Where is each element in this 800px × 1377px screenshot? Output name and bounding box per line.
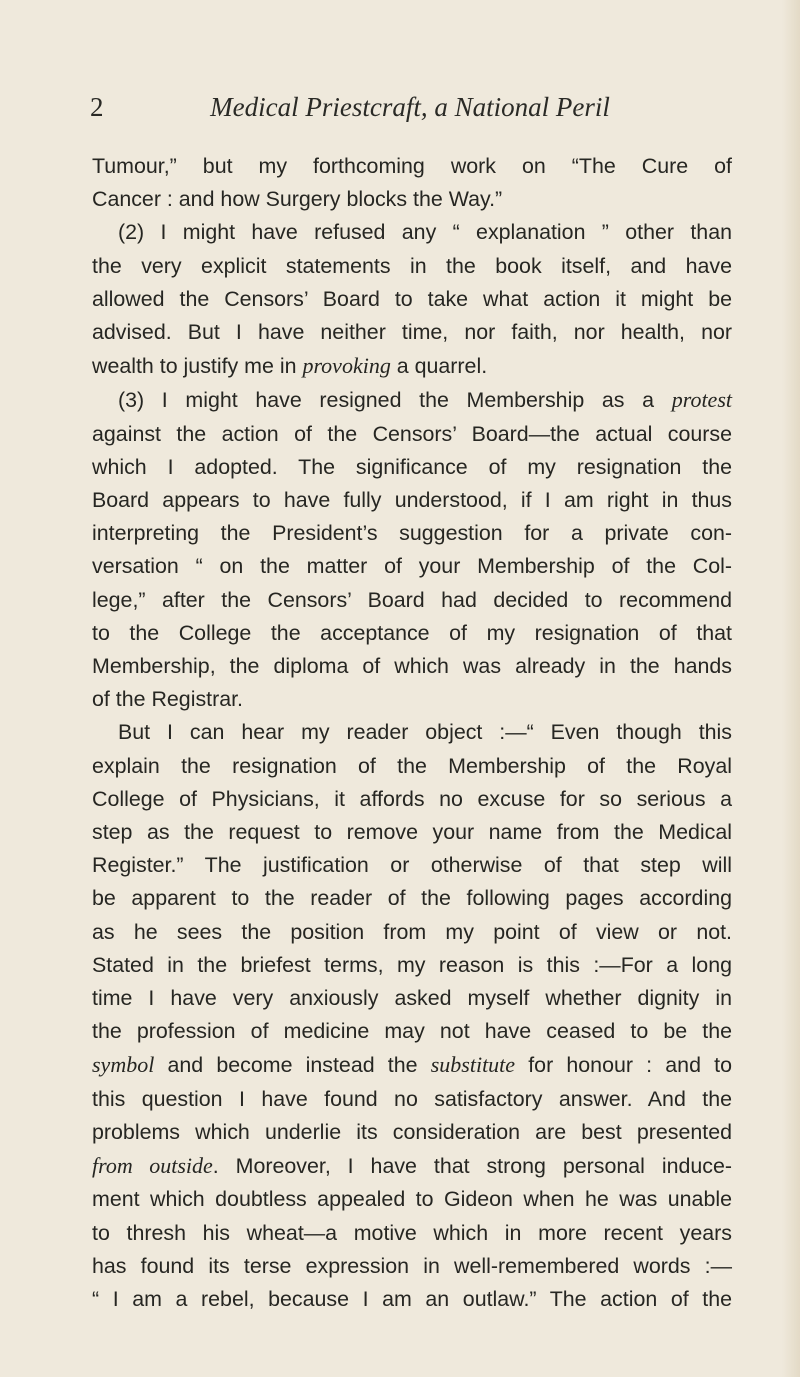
text-line xyxy=(92,484,732,517)
italic-text-run: substitute xyxy=(430,1052,516,1078)
text-line xyxy=(92,1116,732,1149)
text-run: the profession of medicine may not have ceased to be the xyxy=(92,1019,732,1044)
text-run: lege,” after the Censors’ Board had decided to recommend xyxy=(92,587,732,612)
text-line xyxy=(92,1250,732,1283)
text-line xyxy=(92,882,732,915)
text-run: of the Registrar. xyxy=(92,687,243,712)
body-text xyxy=(92,150,732,1316)
text-line xyxy=(92,250,732,283)
text-run: Stated in the briefest terms, my reason is this :—For a long xyxy=(92,952,732,977)
page-edge-shadow xyxy=(782,0,800,1377)
text-run: problems which underlie its consideration are best presented xyxy=(92,1119,732,1144)
text-line xyxy=(92,683,732,716)
text-run: . Moreover, I have that strong personal induce- xyxy=(212,1154,732,1179)
text-line xyxy=(92,716,732,749)
text-run: wealth to justify me in xyxy=(92,354,303,379)
text-run: “ I am a rebel, because I am an outlaw.” The action of the xyxy=(92,1286,732,1311)
text-line xyxy=(92,349,732,383)
text-run: College of Physicians, it affords no excuse for so serious a xyxy=(92,786,732,811)
text-line xyxy=(92,418,732,451)
text-line xyxy=(92,816,732,849)
text-line xyxy=(92,783,732,816)
text-line xyxy=(92,982,732,1015)
text-run: (3) I might have resigned the Membership as a xyxy=(118,388,672,413)
text-run: and become instead the xyxy=(154,1053,431,1078)
italic-text-run: symbol xyxy=(92,1052,155,1078)
text-line xyxy=(92,916,732,949)
text-run: for honour : and to xyxy=(515,1053,732,1078)
text-run: Register.” The justification or otherwise of that step will xyxy=(92,853,732,878)
text-line: this question I have found no satisfactory answer. And the xyxy=(92,1086,732,1111)
text-run: as he sees the position from my point of view or not. xyxy=(92,919,732,944)
text-line xyxy=(92,183,732,216)
text-line xyxy=(92,283,732,316)
text-line xyxy=(92,1217,732,1250)
text-line xyxy=(92,216,732,249)
text-run: advised. But I have neither time, nor faith, nor health, nor xyxy=(92,320,732,345)
text-line xyxy=(92,1015,732,1048)
text-run: Board appears to have fully understood, if I am right in thus xyxy=(92,488,732,513)
text-run: explain the resignation of the Membership of the Royal xyxy=(92,753,732,778)
text-line xyxy=(92,617,732,650)
text-line xyxy=(92,451,732,484)
text-line xyxy=(92,1183,732,1216)
text-run: which I adopted. The significance of my resignation the xyxy=(92,454,732,479)
italic-text-run: from outside xyxy=(92,1153,213,1179)
text-run: a quarrel. xyxy=(390,354,488,379)
text-line xyxy=(92,150,732,183)
text-run: to the College the acceptance of my resignation of that xyxy=(92,620,732,645)
text-line xyxy=(92,1283,732,1316)
text-run: time I have very anxiously asked myself whether dignity in xyxy=(92,986,732,1011)
text-run: Membership, the diploma of which was already in the hands xyxy=(92,654,732,679)
text-run: to thresh his wheat—a motive which in more recent years xyxy=(92,1220,732,1245)
text-line xyxy=(92,1149,732,1183)
text-line xyxy=(92,1048,732,1082)
text-line xyxy=(92,383,732,417)
italic-text-run: protest xyxy=(671,387,732,413)
text-run: has found its terse expression in well-remembered words :— xyxy=(92,1253,732,1278)
italic-text-run: provoking xyxy=(302,353,391,379)
text-line xyxy=(92,517,732,550)
text-run: be apparent to the reader of the following pages according xyxy=(92,886,732,911)
text-run: ment which doubtless appealed to Gideon when he was unable xyxy=(92,1187,732,1212)
text-line xyxy=(92,750,732,783)
text-line xyxy=(92,849,732,882)
text-run: versation “ on the matter of your Membership of the Col- xyxy=(92,554,732,579)
text-line xyxy=(92,949,732,982)
text-line xyxy=(92,316,732,349)
text-run: against the action of the Censors’ Board—the actual course xyxy=(92,421,732,446)
text-line xyxy=(92,584,732,617)
page-header xyxy=(90,92,730,132)
text-run: the very explicit statements in the book itself, and have xyxy=(92,253,732,278)
text-run: But I can hear my reader object :—“ Even though this xyxy=(118,720,732,745)
text-run: step as the request to remove your name from the Medical xyxy=(92,820,732,845)
running-title: Medical Priestcraft, a National Peril xyxy=(210,92,610,122)
text-run: (2) I might have refused any “ explanation ” other than xyxy=(118,220,732,245)
text-run: allowed the Censors’ Board to take what action it might be xyxy=(92,286,732,311)
text-line xyxy=(92,650,732,683)
text-run: Cancer : and how Surgery blocks the Way.” xyxy=(92,187,503,212)
text-run: interpreting the President’s suggestion for a private con- xyxy=(92,521,732,546)
text-run: Tumour,” but my forthcoming work on “The Cure of xyxy=(92,154,732,178)
text-line xyxy=(92,550,732,583)
page-number: 2 xyxy=(90,92,104,122)
